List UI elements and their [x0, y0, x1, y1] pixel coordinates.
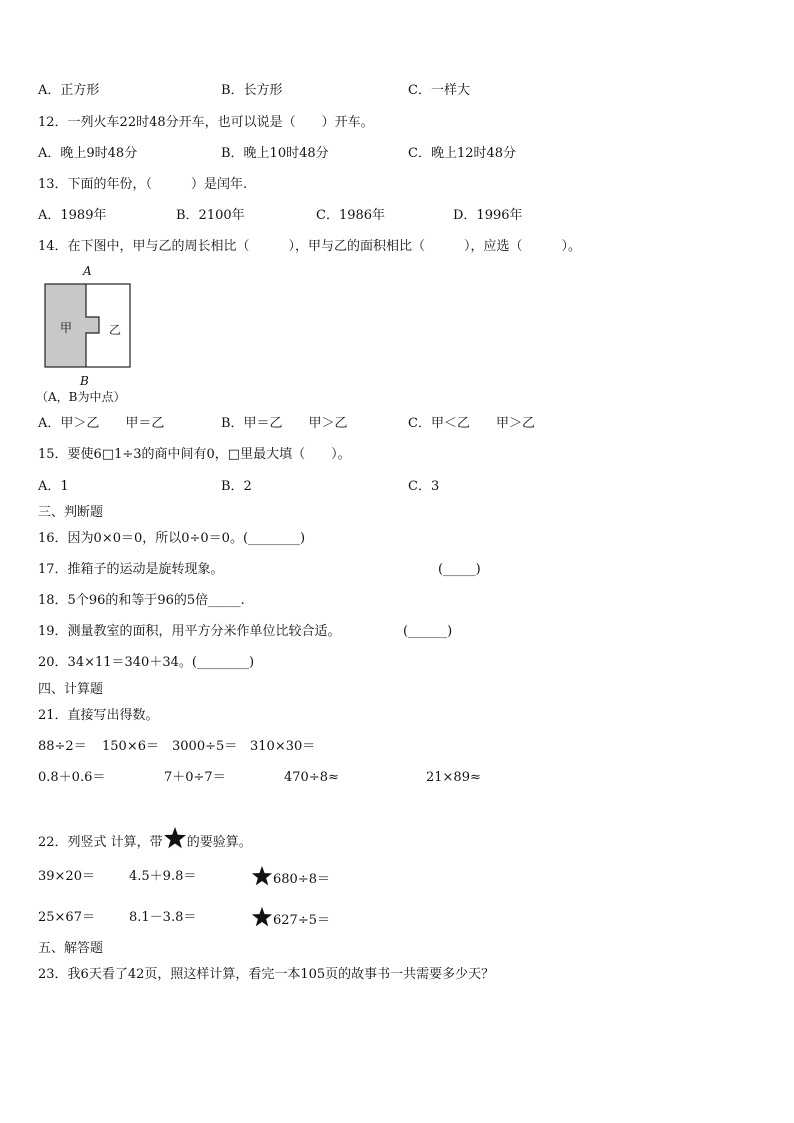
star-icon	[251, 906, 273, 928]
q21-item: 150×6＝	[102, 739, 159, 754]
q19-stem: 19．测量教室的面积，用平方分米作单位比较合适。	[38, 624, 341, 639]
q15-option-b: B．2	[221, 479, 252, 494]
figure-caption: （A，B为中点）	[36, 390, 126, 404]
q14-stem: 14．在下图中，甲与乙的周长相比（ ），甲与乙的面积相比（ ），应选（ ）。	[38, 239, 582, 254]
q22-starred-item	[251, 865, 330, 888]
q22-item: 39×20＝	[38, 869, 95, 884]
q21-item: 7＋0÷7＝	[164, 770, 226, 785]
q21-item: 3000÷5＝	[172, 739, 238, 754]
section-4-heading: 四、计算题	[38, 682, 104, 697]
q22-item: 4.5＋9.8＝	[129, 869, 197, 884]
q13-option-d: D．1996年	[453, 208, 523, 223]
q22-stem	[38, 826, 252, 851]
q22-stem-before: 22．列竖式 计算，带	[38, 835, 163, 850]
region-jia-label: 甲	[60, 321, 73, 335]
section-5-heading: 五、解答题	[38, 941, 104, 956]
q14-option-a: A．甲＞乙 甲＝乙	[38, 416, 165, 431]
q22-stem-after: 的要验算。	[186, 835, 252, 850]
q22-item: 8.1－3.8＝	[129, 910, 197, 925]
star-icon	[251, 865, 273, 887]
q21-item: 310×30＝	[250, 739, 316, 754]
star-icon	[163, 826, 187, 850]
q11-option-a: A．正方形	[38, 83, 100, 98]
q12-option-a: A．晚上9时48分	[38, 146, 138, 161]
q15-option-a: A．1	[38, 479, 69, 494]
figure-label-a: A	[83, 264, 92, 278]
q21-item: 0.8＋0.6＝	[38, 770, 106, 785]
q13-option-a: A．1989年	[38, 208, 107, 223]
q13-stem: 13．下面的年份，（ ）是闰年.	[38, 177, 248, 192]
q21-item: 21×89≈	[426, 770, 481, 785]
q14-option-b: B．甲＝乙 甲＞乙	[221, 416, 348, 431]
figure-label-b: B	[80, 374, 89, 388]
q22-item: 680÷8＝	[273, 872, 330, 887]
q12-option-b: B．晚上10时48分	[221, 146, 329, 161]
q16-text: 16．因为0×0＝0，所以0÷0＝0。(________)	[38, 531, 306, 546]
q13-option-b: B．2100年	[176, 208, 245, 223]
q22-item: 25×67＝	[38, 910, 95, 925]
q13-option-c: C．1986年	[316, 208, 386, 223]
q12-option-c: C．晚上12时48分	[408, 146, 517, 161]
q23-text: 23．我6天看了42页，照这样计算，看完一本105页的故事书一共需要多少天？	[38, 967, 495, 982]
q19-blank: (______)	[403, 624, 453, 639]
region-yi-label: 乙	[109, 323, 122, 337]
q21-item: 470÷8≈	[284, 770, 339, 785]
q17-stem: 17．推箱子的运动是旋转现象。	[38, 562, 224, 577]
section-3-heading: 三、判断题	[38, 505, 104, 520]
q12-stem: 12．一列火车22时48分开车，也可以说是（ ）开车。	[38, 115, 374, 130]
q21-stem: 21．直接写出得数。	[38, 708, 159, 723]
q15-stem: 15．要使6□1÷3的商中间有0，□里最大填（ ）。	[38, 447, 351, 462]
q18-text: 18．5个96的和等于96的5倍_____.	[38, 593, 245, 608]
q22-starred-item	[251, 906, 330, 929]
q20-text: 20．34×11＝340＋34。(________)	[38, 655, 255, 670]
q21-item: 88÷2＝	[38, 739, 87, 754]
q14-option-c: C．甲＜乙 甲＞乙	[408, 416, 535, 431]
q22-item: 627÷5＝	[273, 913, 330, 928]
q14-figure	[36, 264, 140, 404]
q15-option-c: C．3	[408, 479, 440, 494]
q11-option-b: B．长方形	[221, 83, 283, 98]
q17-blank: (_____)	[438, 562, 481, 577]
q11-option-c: C．一样大	[408, 83, 470, 98]
